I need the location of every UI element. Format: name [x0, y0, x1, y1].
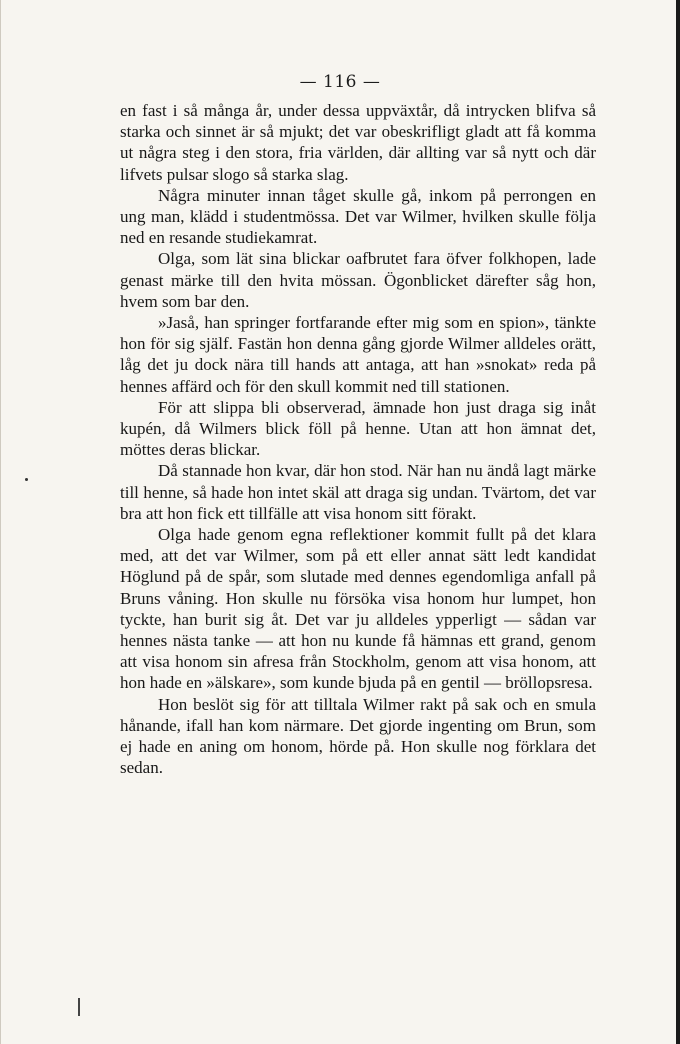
- page-left-edge: [0, 0, 1, 1044]
- paragraph-1: en fast i så många år, under dessa uppväxtår, då intrycken blifva så starka och sinnet är så mjukt; det var obeskrifligt gladt att få komma ut några steg i den stora, fria världen, där allting var så nytt och där lifvets pulsar slogo så starka slag.: [120, 101, 596, 184]
- paragraph-6: Då stannade hon kvar, där hon stod. När han nu ändå lagt märke till henne, så hade hon intet skäl att draga sig undan. Tvärtom, det var bra att hon fick ett tillfälle att visa honom sitt förakt.: [120, 461, 596, 523]
- margin-mark: [78, 998, 80, 1016]
- margin-speck: [25, 478, 28, 481]
- paragraph-8: Hon beslöt sig för att tilltala Wilmer rakt på sak och en smula hånande, ifall han kom närmare. Det gjorde ingenting om Brun, som ej hade en aning om honom, hörde på. Hon skulle nog förklara det sedan.: [120, 694, 596, 778]
- paragraph-3: Olga, som lät sina blickar oafbrutet fara öfver folkhopen, lade genast märke till den hvita mössan. Ögonblicket därefter såg hon, hvem som bar den.: [120, 249, 596, 311]
- paragraph-7: Olga hade genom egna reflektioner kommit fullt på det klara med, att det var Wilmer, som på ett eller annat sätt ledt kandidat Höglund på de spår, som slutade med dennes egendomliga anfall på Bruns våning. Hon skulle nu försöka visa honom hur lumpet, hon tyckte, han burit sig åt. Det var ju alldeles ypperligt — sådan var hennes nästa tanke — att hon nu kunde få hämnas ett grand, genom att visa honom sin afresa från Stockholm, genom att visa honom, att hon hade en »älskare», som kunde bjuda på en gentil — bröllopsresa.: [120, 525, 596, 693]
- paragraph-4: »Jaså, han springer fortfarande efter mig som en spion», tänkte hon för sig själf. Fastän hon denna gång gjorde Wilmer alldeles orätt, låg det ju dock nära till hands att antaga, att han »snokat» reda på hennes affärd och för den skull kommit ned till stationen.: [120, 313, 596, 396]
- page-right-edge: [676, 0, 680, 1044]
- body-text: [120, 100, 596, 779]
- paragraph-5: För att slippa bli observerad, ämnade hon just draga sig inåt kupén, då Wilmers blick föll på henne. Utan att hon ämnat det, möttes deras blickar.: [120, 397, 596, 460]
- paragraph-2: Några minuter innan tåget skulle gå, inkom på perrongen en ung man, klädd i studentmössa. Det var Wilmer, hvilken skulle följa ned en resande studiekamrat.: [120, 185, 596, 248]
- page-number: — 116 —: [299, 72, 381, 92]
